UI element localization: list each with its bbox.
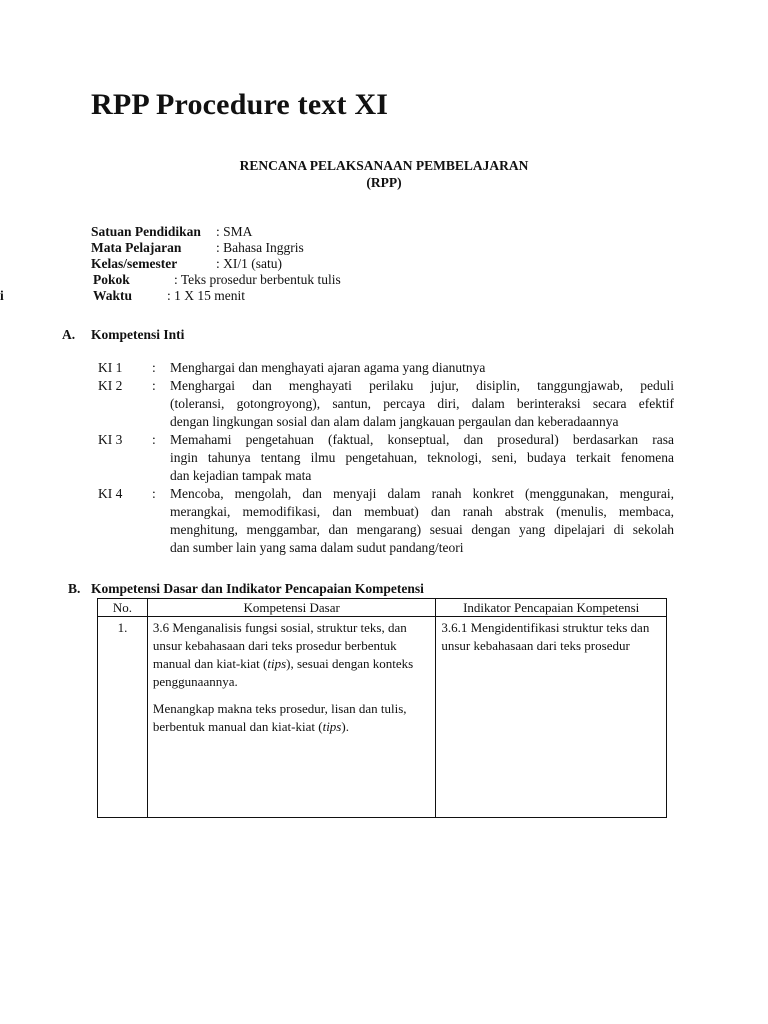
competency-table [97, 598, 667, 818]
ki-code: KI 4 [98, 486, 123, 501]
identity-row [91, 240, 304, 256]
rpp-heading-abbrev: (RPP) [366, 175, 402, 190]
kd-tips-italic: tips [267, 656, 287, 671]
section-letter: B. [68, 581, 81, 596]
ki-colon: : [152, 360, 156, 375]
ki-line: Menghargai dan menghayati perilaku jujur, disiplin, tanggungjawab, peduli [170, 378, 674, 393]
ki-line: dan sumber lain yang sama dalam sudut pandang/teori [170, 540, 464, 555]
table-row [98, 617, 667, 818]
ki-description [170, 377, 674, 431]
kd-paragraph [153, 620, 413, 689]
document-title: RPP Procedure text XI [91, 88, 389, 121]
ki-item [98, 431, 674, 485]
identity-row [91, 224, 253, 240]
kd-text: ). [341, 719, 349, 734]
ki-description [170, 431, 674, 485]
ki-description [170, 359, 674, 377]
kd-tips-italic: tips [322, 719, 342, 734]
ki-colon: : [152, 378, 156, 393]
ki-line: merangkai, memodifikasi, dan membuat) dan ranah abstrak (menulis, membaca, [170, 504, 674, 519]
ki-line: menghitung, menggambar, dan mengarang) sesuai dengan yang dipelajari di sekolah [170, 522, 674, 537]
identity-label: Pokok [93, 272, 130, 287]
ki-line: Menghargai dan menghayati ajaran agama yang dianutnya [170, 360, 486, 375]
stray-character: i [0, 288, 4, 303]
ki-code: KI 2 [98, 378, 123, 393]
row-number: 1. [98, 617, 148, 818]
header-kompetensi-dasar: Kompetensi Dasar [147, 599, 435, 617]
kd-text: ), sesuai dengan konteks penggunaannya. [152, 656, 414, 689]
ki-item [98, 485, 674, 557]
ki-line: dengan lingkungan sosial dan alam dalam jangkauan pergaulan dan keberadaannya [170, 414, 619, 429]
header-no: No. [98, 599, 148, 617]
ki-colon: : [152, 432, 156, 447]
ki-line: ingin tahunya tentang ilmu pengetahuan, teknologi, seni, budaya terkait fenomena [170, 450, 674, 465]
kompetensi-dasar-cell [147, 617, 435, 818]
identity-row [93, 272, 341, 288]
ki-line: (toleransi, gotongroyong), santun, percaya diri, dalam berinteraksi secara efektif [170, 396, 674, 411]
ki-line: dan kejadian tampak mata [170, 468, 312, 483]
ki-item [98, 377, 674, 431]
ki-code: KI 3 [98, 432, 123, 447]
identity-label: Satuan Pendidikan [91, 224, 201, 239]
ki-colon: : [152, 486, 156, 501]
ki-line: Mencoba, mengolah, dan menyaji dalam ranah konkret (menggunakan, mengurai, [170, 486, 674, 501]
identity-label: Kelas/semester [91, 256, 178, 271]
section-letter: A. [62, 327, 76, 342]
ki-description [170, 485, 674, 557]
ki-item [98, 359, 674, 377]
rpp-heading: RENCANA PELAKSANAAN PEMBELAJARAN [239, 158, 529, 173]
kd-text: 3.6 Menganalisis fungsi sosial, struktur teks, dan unsur kebahasaan dari teks prosedur berbentuk manual dan kiat-kiat ( [152, 620, 407, 671]
identity-label: Waktu [93, 288, 133, 303]
identity-value: : 1 X 15 menit [167, 288, 245, 303]
kd-text: Menangkap makna teks prosedur, lisan dan tulis, berbentuk manual dan kiat-kiat ( [152, 701, 407, 734]
identity-label: Mata Pelajaran [91, 240, 182, 255]
table-header-row [98, 599, 667, 617]
section-title: Kompetensi Dasar dan Indikator Pencapaian Kompetensi [91, 581, 424, 596]
identity-value: : Bahasa Inggris [216, 240, 304, 255]
section-title: Kompetensi Inti [91, 327, 185, 342]
identity-value: : SMA [216, 224, 253, 239]
indikator-cell: 3.6.1 Mengidentifikasi struktur teks dan unsur kebahasaan dari teks prosedur [436, 617, 667, 818]
identity-value: : Teks prosedur berbentuk tulis [174, 272, 341, 287]
ki-line: Memahami pengetahuan (faktual, konseptual, dan prosedural) berdasarkan rasa [170, 432, 674, 447]
ki-code: KI 1 [98, 360, 123, 375]
identity-row [91, 256, 282, 272]
identity-row [93, 288, 245, 304]
header-indikator: Indikator Pencapaian Kompetensi [436, 599, 667, 617]
kd-paragraph [153, 700, 430, 736]
identity-value: : XI/1 (satu) [216, 256, 282, 271]
